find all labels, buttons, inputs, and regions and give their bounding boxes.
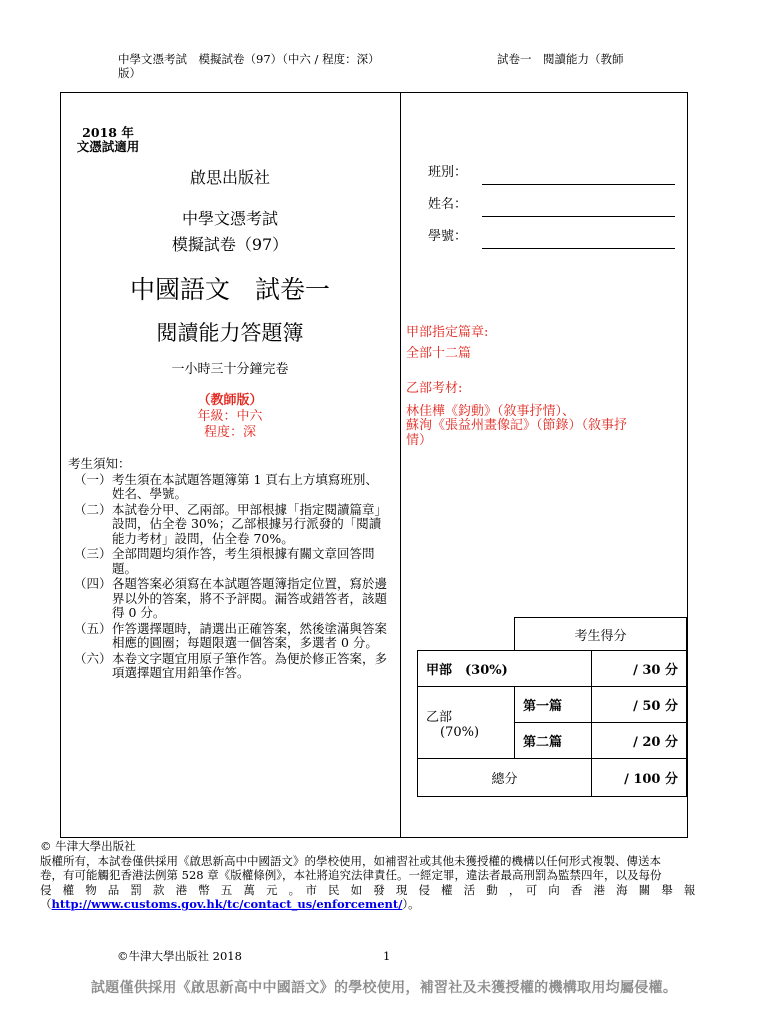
note-number: （六）: [74, 650, 112, 666]
partB-material-1: 林佳樺《鈞動》（敘事抒情）、: [406, 403, 576, 419]
note-item: [68, 473, 396, 502]
copyright-line-2: 卷，有可能觸犯香港法例第 528 章《版權條例》，本社將追究法律責任。一經定罪，違法者最高刑罰為監禁四年，以及每份: [40, 868, 662, 882]
link-close: ）。: [402, 897, 420, 911]
teacher-version: （教師版）: [197, 393, 263, 408]
passage-1-label: 第一篇: [515, 687, 592, 723]
partB-row-label: [418, 687, 515, 759]
exam-name: 中學文憑考試: [181, 209, 278, 228]
partA-label: 甲部指定篇章:: [406, 325, 489, 340]
note-item: [68, 577, 396, 621]
partB-name: 乙部: [426, 709, 453, 725]
customs-link-line: [40, 897, 745, 912]
copyright-line-3: 侵 權 物 品 罰 款 港 幣 五 萬 元 。 市 民 如 發 現 侵 權 活 動 ， 可 向 香 港 海 關 舉 報: [40, 882, 696, 897]
notes-title: 考生須知：: [68, 456, 131, 471]
customs-enforcement-link[interactable]: http://www.customs.gov.hk/tc/contact_us/enforcement/: [51, 897, 403, 911]
note-text: 全部問題均須作答，考生須根據有關文章回答問題。: [112, 546, 375, 576]
header-left: 中學文憑考試 模擬試卷（97）（中六 / 程度：深）: [118, 52, 380, 66]
class-label: 班別：: [428, 165, 468, 180]
class-field[interactable]: [482, 184, 675, 185]
partB-label: 乙部考材:: [406, 381, 463, 396]
note-text: 考生須在本試題答題簿第 1 頁右上方填寫班別、姓名、學號。: [112, 471, 378, 501]
partA-score[interactable]: / 30 分: [592, 651, 687, 687]
total-label: 總分: [418, 759, 592, 797]
note-text: 各題答案必須寫在本試題答題簿指定位置，寫於邊界以外的答案，將不予評閱。漏答或錯答者，該題得 0 分。: [112, 576, 388, 620]
header-right: 試卷一 閱讀能力（教師: [497, 52, 624, 66]
bottom-copyright: ©牛津大學出版社 2018: [117, 949, 242, 963]
name-field[interactable]: [482, 216, 675, 217]
passage-1-score[interactable]: / 50 分: [592, 687, 687, 723]
partA-row-label: 甲部 (30%): [418, 651, 592, 687]
partB-material-3: 情）: [406, 432, 433, 448]
name-label: 姓名：: [428, 197, 468, 212]
partB-info: [406, 382, 688, 448]
year-badge: [64, 126, 152, 154]
note-item: [68, 652, 396, 681]
note-text: 本卷文字題宜用原子筆作答。為便於修正答案，多項選擇題宜用鉛筆作答。: [112, 650, 388, 680]
publisher-name: 啟思出版社: [189, 168, 270, 187]
partA-info: [406, 322, 488, 364]
link-open: （: [40, 897, 52, 911]
level: 程度：深: [203, 425, 256, 440]
cover-divider: [400, 92, 401, 838]
paper-number: 模擬試卷（97）: [171, 235, 289, 254]
note-item: [68, 503, 396, 547]
duration: 一小時三十分鐘完卷: [171, 362, 289, 377]
header-right-continued: 版）: [118, 66, 141, 80]
passage-2-score[interactable]: / 20 分: [592, 723, 687, 759]
note-item: [68, 547, 396, 576]
student-number-label: 學號：: [428, 229, 468, 244]
note-number: （三）: [74, 546, 112, 561]
copyright-line-1: 版權所有，本試卷僅供採用《啟思新高中中國語文》的學校使用，如補習社或其他未獲授權的機構以任何形式複製、傳送本: [40, 853, 661, 868]
note-text: 本試卷分甲、乙兩部。甲部根據「指定閱讀篇章」設問，佔全卷 30%；乙部根據另行派發的「閱讀能力考材」設問，佔全卷 70%。: [112, 501, 388, 546]
candidate-notes: [68, 457, 396, 682]
note-number: （四）: [74, 576, 112, 591]
score-table: [417, 617, 687, 797]
booklet-title: 閱讀能力答題簿: [156, 321, 304, 345]
watermark-notice: 試題僅供採用《啟思新高中中國語文》的學校使用，補習社及未獲授權的機構取用均屬侵權。: [90, 980, 678, 996]
grade: 年級：中六: [197, 409, 263, 424]
exam-applicable-line: 文憑試適用: [76, 139, 140, 154]
partA-value: 全部十二篇: [406, 346, 472, 361]
copyright-heading: © 牛津大學出版社: [40, 839, 136, 853]
note-number: （五）: [74, 620, 112, 636]
year-line: 2018 年: [82, 125, 134, 140]
note-text: 作答選擇題時，請選出正確答案，然後塗滿與答案相應的圓圈；每題限選一個答案，多選者 0 分。: [112, 620, 388, 650]
total-score[interactable]: / 100 分: [592, 759, 687, 797]
copyright-block: [40, 839, 745, 912]
note-number: （二）: [74, 501, 112, 517]
note-number: （一）: [74, 471, 112, 487]
subject-title: 中國語文 試卷一: [129, 275, 330, 304]
note-item: [68, 622, 396, 651]
partB-percent: (70%): [440, 724, 480, 740]
student-number-field[interactable]: [482, 248, 675, 249]
partB-material-2: 蘇洵《張益州畫像記》（節錄）（敘事抒: [406, 418, 628, 433]
passage-2-label: 第二篇: [515, 723, 592, 759]
page-number: 1: [383, 949, 391, 963]
score-header: 考生得分: [515, 618, 687, 651]
